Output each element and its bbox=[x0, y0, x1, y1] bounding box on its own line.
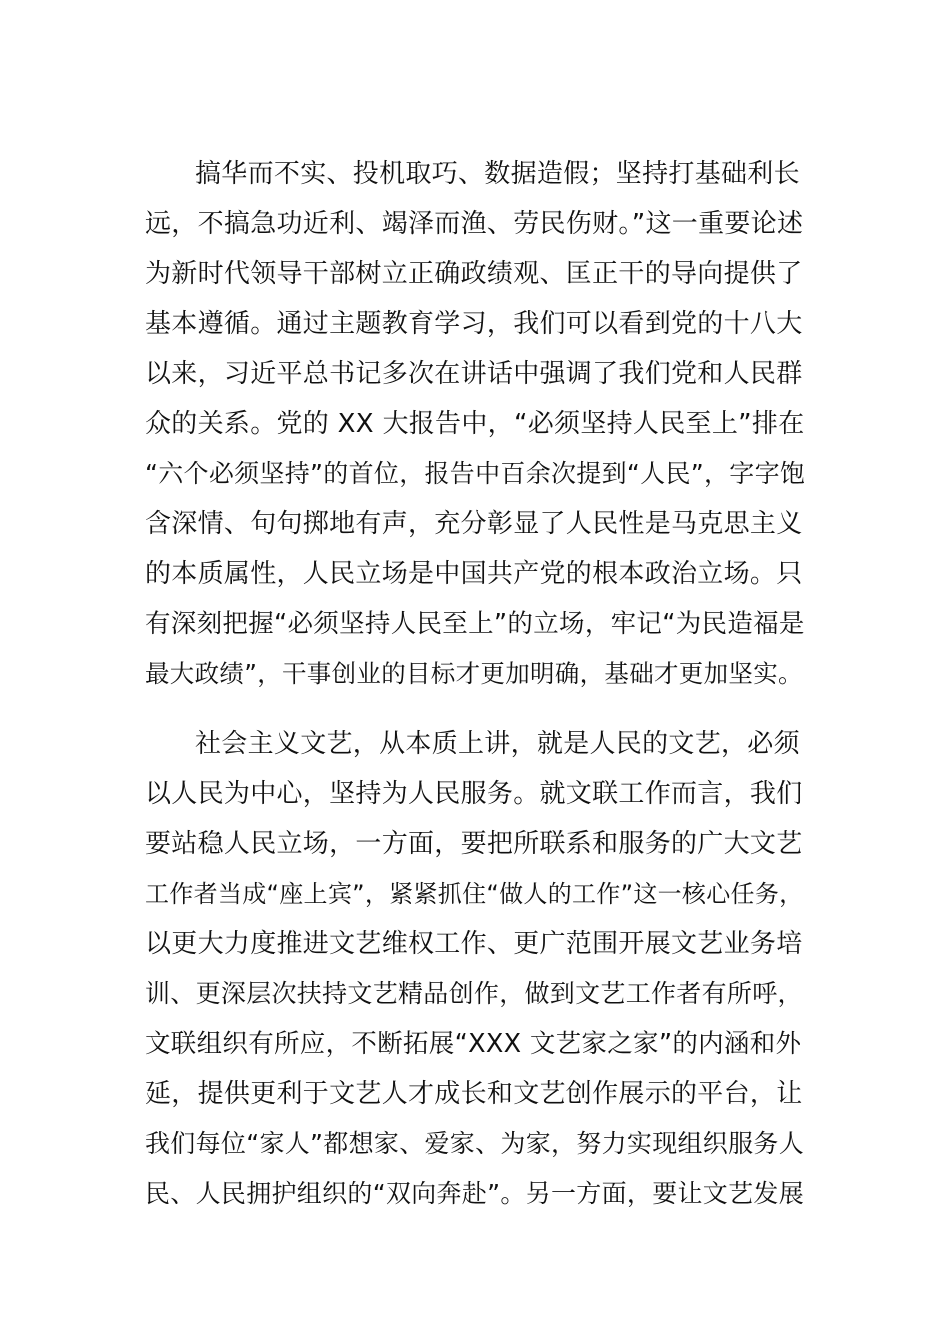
text-line: 社会主义文艺，从本质上讲，就是人民的文艺，必须 bbox=[195, 729, 800, 759]
text-line: 我们每位“家人”都想家、爱家、为家，努力实现组织服务人 bbox=[145, 1129, 805, 1158]
text-line: 训、更深层次扶持文艺精品创作，做到文艺工作者有所呼， bbox=[145, 979, 803, 1008]
text-line: 搞华而不实、投机取巧、数据造假；坚持打基础利长 bbox=[195, 159, 800, 189]
text-line: 众的关系。党的 XX 大报告中，“必须坚持人民至上”排在 bbox=[145, 409, 805, 439]
text-line: 基本遵循。通过主题教育学习，我们可以看到党的十八大 bbox=[145, 309, 803, 339]
text-line: 有深刻把握“必须坚持人民至上”的立场，牢记“为民造福是 bbox=[145, 609, 805, 639]
text-line: 要站稳人民立场，一方面，要把所联系和服务的广大文艺 bbox=[145, 829, 803, 859]
text-line: 工作者当成“座上宾”，紧紧抓住“做人的工作”这一核心任务， bbox=[145, 880, 804, 908]
text-line: 最大政绩”，干事创业的目标才更加明确，基础才更加坚实。 bbox=[145, 659, 803, 688]
text-line: 以来，习近平总书记多次在讲话中强调了我们党和人民群 bbox=[145, 359, 803, 389]
text-line: 民、人民拥护组织的“双向奔赴”。另一方面，要让文艺发展 bbox=[145, 1179, 805, 1208]
text-line: 文联组织有所应，不断拓展“XXX 文艺家之家”的内涵和外 bbox=[145, 1029, 802, 1059]
text-line: “六个必须坚持”的首位，报告中百余次提到“人民”，字字饱 bbox=[145, 459, 806, 488]
text-line: 含深情、句句掷地有声，充分彰显了人民性是马克思主义 bbox=[145, 509, 803, 539]
text-line: 为新时代领导干部树立正确政绩观、匡正干的导向提供了 bbox=[145, 259, 803, 289]
text-line: 延，提供更利于文艺人才成长和文艺创作展示的平台，让 bbox=[145, 1079, 803, 1109]
text-line: 以更大力度推进文艺维权工作、更广范围开展文艺业务培 bbox=[145, 929, 803, 959]
text-line: 以人民为中心，坚持为人民服务。就文联工作而言，我们 bbox=[145, 779, 803, 809]
text-line: 远，不搞急功近利、竭泽而渔、劳民伤财。”这一重要论述 bbox=[145, 209, 804, 239]
text-line: 的本质属性，人民立场是中国共产党的根本政治立场。只 bbox=[145, 559, 803, 589]
